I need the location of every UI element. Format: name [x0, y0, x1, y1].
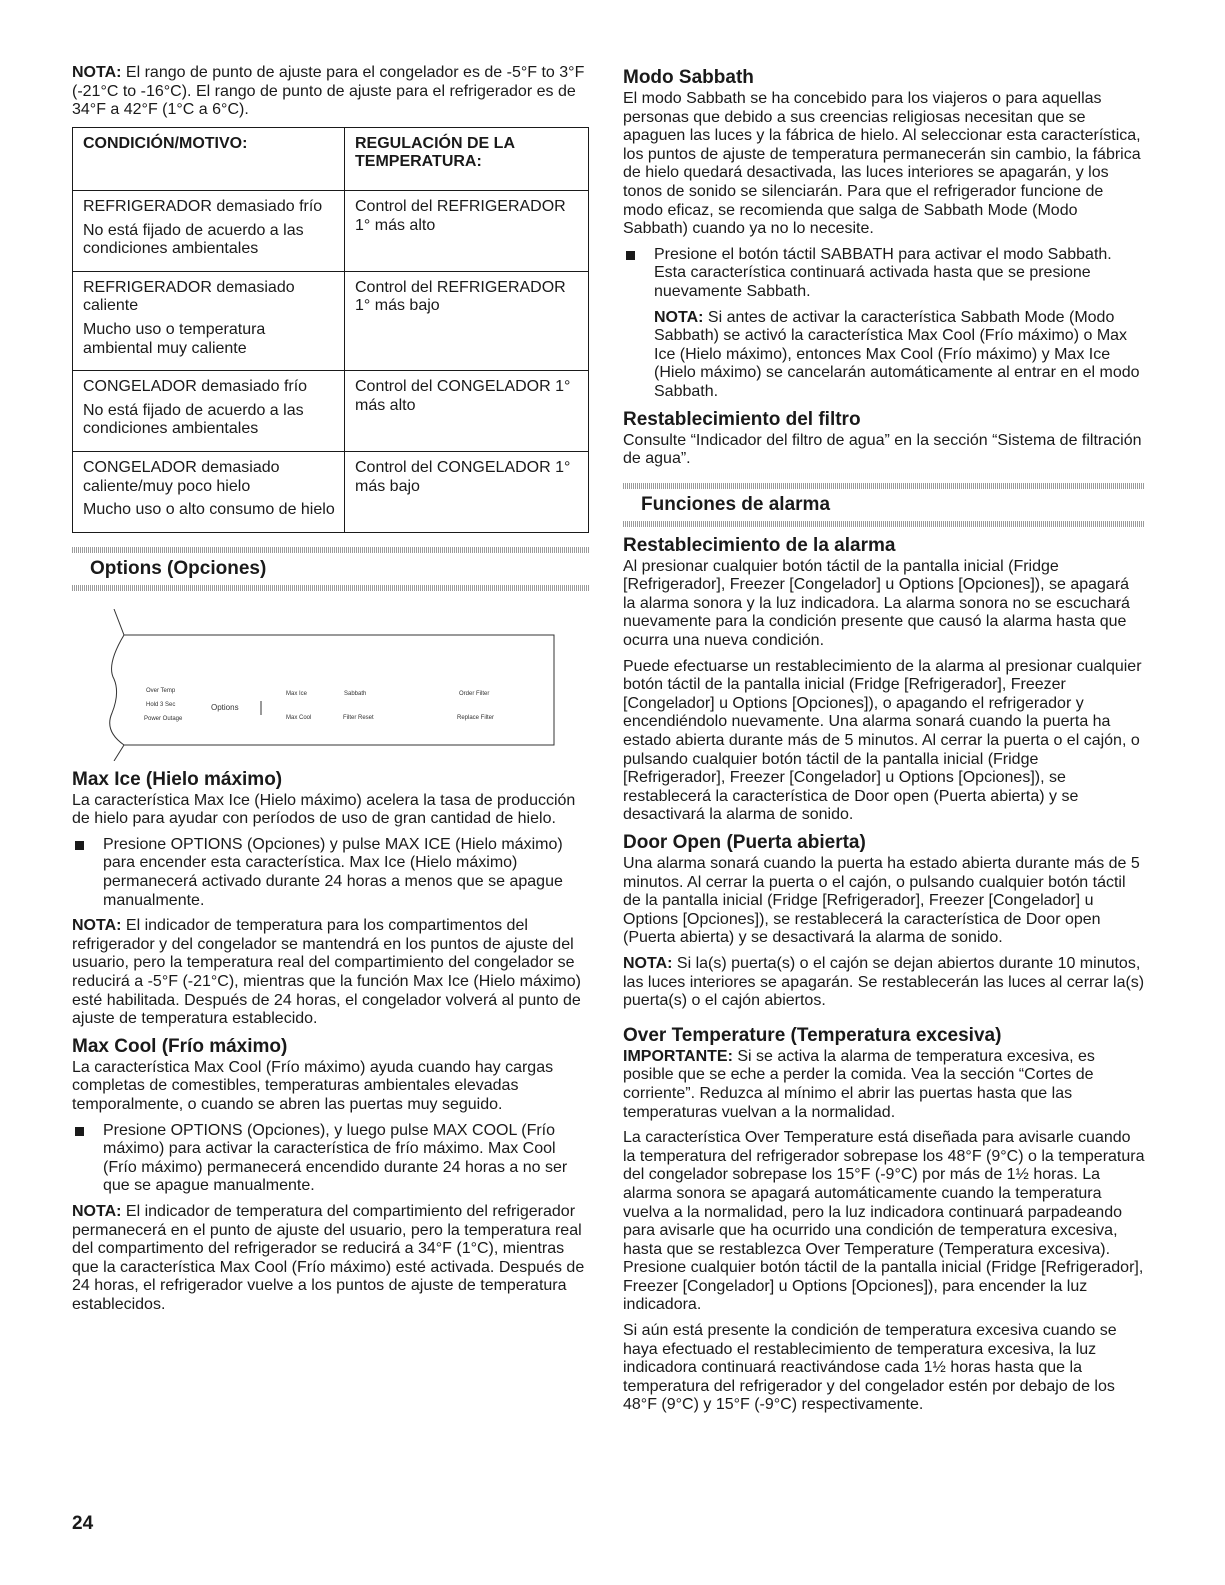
alarm-reset-title: Restablecimiento de la alarma — [623, 534, 896, 556]
table-cell-regulation: Control del REFRIGERADOR 1° más bajo — [345, 271, 589, 370]
options-button[interactable]: Options — [211, 702, 239, 712]
hold-3-sec-label: Hold 3 Sec — [146, 701, 176, 708]
note-label: NOTA: — [654, 308, 704, 326]
options-section-header — [72, 547, 589, 591]
options-section-title: Options (Opciones) — [90, 557, 267, 579]
alarm-reset-p1: Al presionar cualquier botón táctil de la pantalla inicial (Fridge [Refrigerador], Freezer [Congelador] u Options [Opciones]), se apagará la alarma sonora y la luz indicadora. La alarma sonora no se escuchará nuevamente para la condición presente que causó la alarma hasta que ocurra una nueva condición. — [623, 557, 1130, 650]
table-row — [73, 271, 589, 370]
reason-text: No está fijado de acuerdo a las condiciones ambientales — [83, 401, 304, 438]
condition-text: REFRIGERADOR demasiado frío — [83, 197, 323, 215]
table-cell-regulation: Control del REFRIGERADOR 1° más alto — [345, 190, 589, 271]
important-label: IMPORTANTE: — [623, 1047, 733, 1065]
reason-text: Mucho uso o temperatura ambiental muy caliente — [83, 320, 266, 357]
right-column — [623, 64, 1145, 1422]
condition-text: REFRIGERADOR demasiado caliente — [83, 278, 295, 315]
condition-text: CONGELADOR demasiado frío — [83, 378, 308, 396]
filter-reset-title: Restablecimiento del filtro — [623, 408, 861, 430]
power-outage-label: Power Outage — [144, 715, 183, 722]
order-filter-label: Order Filter — [459, 690, 490, 697]
sabbath-title: Modo Sabbath — [623, 67, 754, 88]
left-column — [72, 64, 589, 1322]
over-temp-p3: Si aún está presente la condición de temperatura excesiva cuando se haya efectuado el restablecimiento de temperatura excesiva, la luz indicadora continuará reactivándose cada 1½ horas hasta que la temperatura del refrigerador y del congelador estén por debajo de los 48°F (9°C) y 15°F (-9°C) respectivamente. — [623, 1322, 1117, 1414]
alarm-reset-p2: Puede efectuarse un restablecimiento de la alarma al presionar cualquier botón táctil de la pantalla inicial (Fridge [Refrigerador], Freezer [Congelador] u Options [Opciones]), o apagando el refrigerador y encendiéndolo nuevamente. Una alarma sonará cuando la puerta ha estado abierta durante más de 5 minutos. Al cerrar la puerta o el cajón, o pulsando cualquier botón táctil de la pantalla inicial (Fridge [Refrigerador], Freezer [Congelador] u Options [Opciones]), se restablecerá la característica de Door open (Puerta abierta) y se desactivará la alarma de sonido. — [623, 657, 1142, 824]
setpoint-note — [72, 64, 589, 120]
important-text: Si se activa la alarma de temperatura excesiva, es posible que se eche a perder la comida. Vea la sección “Cortes de corriente”. Reduzca al mínimo el abrir las puertas hasta que las temperaturas vuelvan a la normalidad. — [623, 1047, 1095, 1121]
table-row — [73, 371, 589, 452]
condition-text: CONGELADOR demasiado caliente/muy poco hielo — [83, 458, 280, 495]
door-open-note — [623, 955, 1145, 1011]
note-text: Si antes de activar la característica Sabbath Mode (Modo Sabbath) se activó la característica Max Cool (Frío máximo) o Max Ice (Hielo máximo), entonces Max Cool (Frío máximo) y Max Ice (Hielo máximo) se cancelarán automáticamente al entrar en el modo Sabbath. — [654, 308, 1140, 400]
over-temp-p2: La característica Over Temperature está diseñada para avisarle cuando la temperatura del refrigerador sobrepase los 48°F (9°C) o la temperatura del congelador sobrepase los 15°F (-9°C) por más de 1½ horas. La alarma sonora se apagará automáticamente cuando la temperatura vuelva a la normalidad, pero la luz indicadora continuará parpadeando para avisarle que ha ocurrido una condición de temperatura excesiva, hasta que se restablezca Over Temperature (Temperatura excesiva). Presione cualquier botón táctil de la pantalla inicial (Fridge [Refrigerador], Freezer [Congelador] u Options [Opciones]), para encender la luz indicadora. — [623, 1129, 1145, 1314]
alarm-section-header — [623, 483, 1145, 527]
condition-table — [72, 127, 589, 533]
sabbath-intro: El modo Sabbath se ha concebido para los viajeros o para aquellas personas que debido a sus creencias religiosas necesitan que se apaguen las luces y la fábrica de hielo. Al seleccionar esta característica, los puntos de ajuste de temperatura permanecerán sin cambio, la fábrica de hielo quedará desactivada, las luces interiores se apagarán, y los tonos de sonido se silenciarán. Para que el refrigerador funcione de modo eficaz, se recomienda que salga de Sabbath Mode (Modo Sabbath) cuando ya no lo necesite. — [623, 90, 1141, 238]
max-cool-title: Max Cool (Frío máximo) — [72, 1035, 288, 1057]
max-ice-note — [72, 917, 589, 1029]
filter-reset-button[interactable]: Filter Reset — [343, 714, 374, 721]
table-header-condition: CONDICIÓN/MOTIVO: — [73, 127, 345, 190]
max-ice-bullet: Presione OPTIONS (Opciones) y pulse MAX ICE (Hielo máximo) para encender esta característica. Max Ice (Hielo máximo) permanecerá activado durante 24 horas a menos que se apague manualmente. — [72, 836, 589, 910]
sabbath-note — [623, 309, 1145, 402]
over-temp-important — [623, 1048, 1145, 1122]
sabbath-button[interactable]: Sabbath — [344, 690, 367, 697]
note-text: Si la(s) puerta(s) o el cajón se dejan abiertos durante 10 minutos, las luces interiores se apagarán. Se restablecerán las luces al cerrar la(s) puerta(s) o el cajón abiertos. — [623, 954, 1145, 1010]
table-row — [73, 451, 589, 532]
table-row — [73, 190, 589, 271]
replace-filter-label: Replace Filter — [457, 714, 495, 721]
table-cell-condition — [73, 190, 345, 271]
max-cool-note — [72, 1203, 589, 1315]
sabbath-bullet: Presione el botón táctil SABBATH para activar el modo Sabbath. Esta característica continuará activada hasta que se presione nuevamente Sabbath. — [623, 246, 1145, 302]
note-label: NOTA: — [72, 917, 122, 935]
note-label: NOTA: — [72, 1202, 122, 1220]
control-panel-outline — [72, 609, 589, 761]
reason-text: Mucho uso o alto consumo de hielo — [83, 501, 335, 519]
table-header-regulation: REGULACIÓN DE LA TEMPERATURA: — [345, 127, 589, 190]
table-cell-condition — [73, 371, 345, 452]
over-temp-title: Over Temperature (Temperatura excesiva) — [623, 1024, 1002, 1046]
page-number: 24 — [72, 1513, 94, 1534]
note-text: El indicador de temperatura para los compartimentos del refrigerador y del congelador se mantendrá en los puntos de ajuste del usuario, pero la temperatura real del compartimiento del congelador se reducirá a -5°F (-21°C), mientras que la función Max Ice (Hielo máximo) esté habilitada. Después de 24 horas, el congelador volverá al punto de ajuste de temperatura establecido. — [72, 917, 581, 1028]
alarm-section-title: Funciones de alarma — [641, 493, 831, 515]
control-panel-diagram — [72, 609, 589, 761]
max-ice-title: Max Ice (Hielo máximo) — [72, 768, 283, 790]
door-open-title: Door Open (Puerta abierta) — [623, 832, 866, 853]
filter-reset-text: Consulte “Indicador del filtro de agua” en la sección “Sistema de filtración de agua”. — [623, 431, 1142, 468]
door-open-p1: Una alarma sonará cuando la puerta ha estado abierta durante más de 5 minutos. Al cerrar la puerta o el cajón, o pulsando cualquier botón táctil de la pantalla inicial (Fridge [Refrigerador], Freezer [Congelador] u Options [Opciones]), se restablecerá la característica de Door open (Puerta abierta) y se desactivará la alarma de sonido. — [623, 855, 1140, 947]
max-ice-button[interactable]: Max Ice — [286, 690, 308, 697]
note-text: El indicador de temperatura del compartimiento del refrigerador permanecerá en el punto de ajuste del usuario, pero la temperatura real del compartimento del refrigerador se reducirá a 34°F (1°C), mientras que la característica Max Cool (Frío máximo) esté activada. Después de 24 horas, el refrigerador vuelve a los puntos de ajuste de temperatura establecidos. — [72, 1202, 585, 1313]
max-ice-intro: La característica Max Ice (Hielo máximo) acelera la tasa de producción de hielo para ayudar con períodos de uso de gran cantidad de hielo. — [72, 791, 576, 828]
max-cool-intro: La característica Max Cool (Frío máximo) ayuda cuando hay cargas completas de comestibles, temperaturas ambientales elevadas temporalmente, o cuando se abren las puertas muy seguido. — [72, 1058, 554, 1113]
max-cool-button[interactable]: Max Cool — [286, 714, 312, 721]
max-cool-bullet: Presione OPTIONS (Opciones), y luego pulse MAX COOL (Frío máximo) para activar la característica de frío máximo. Max Cool (Frío máximo) permanecerá encendido durante 24 horas a no ser que se apague manualmente. — [72, 1122, 589, 1196]
over-temp-label: Over Temp — [146, 687, 176, 694]
table-cell-condition — [73, 271, 345, 370]
table-cell-regulation: Control del CONGELADOR 1° más bajo — [345, 451, 589, 532]
note-text: El rango de punto de ajuste para el congelador es de -5°F to 3°F (-21°C to -16°C). El rango de punto de ajuste para el refrigerador es de 34°F a 42°F (1°C a 6°C). — [72, 64, 585, 119]
hatch-rule-bottom — [72, 585, 589, 591]
note-label: NOTA: — [72, 64, 122, 81]
table-header-row — [73, 127, 589, 190]
table-cell-condition — [73, 451, 345, 532]
reason-text: No está fijado de acuerdo a las condiciones ambientales — [83, 221, 304, 258]
table-cell-regulation: Control del CONGELADOR 1° más alto — [345, 371, 589, 452]
hatch-rule-bottom — [623, 521, 1145, 527]
note-label: NOTA: — [623, 954, 673, 972]
